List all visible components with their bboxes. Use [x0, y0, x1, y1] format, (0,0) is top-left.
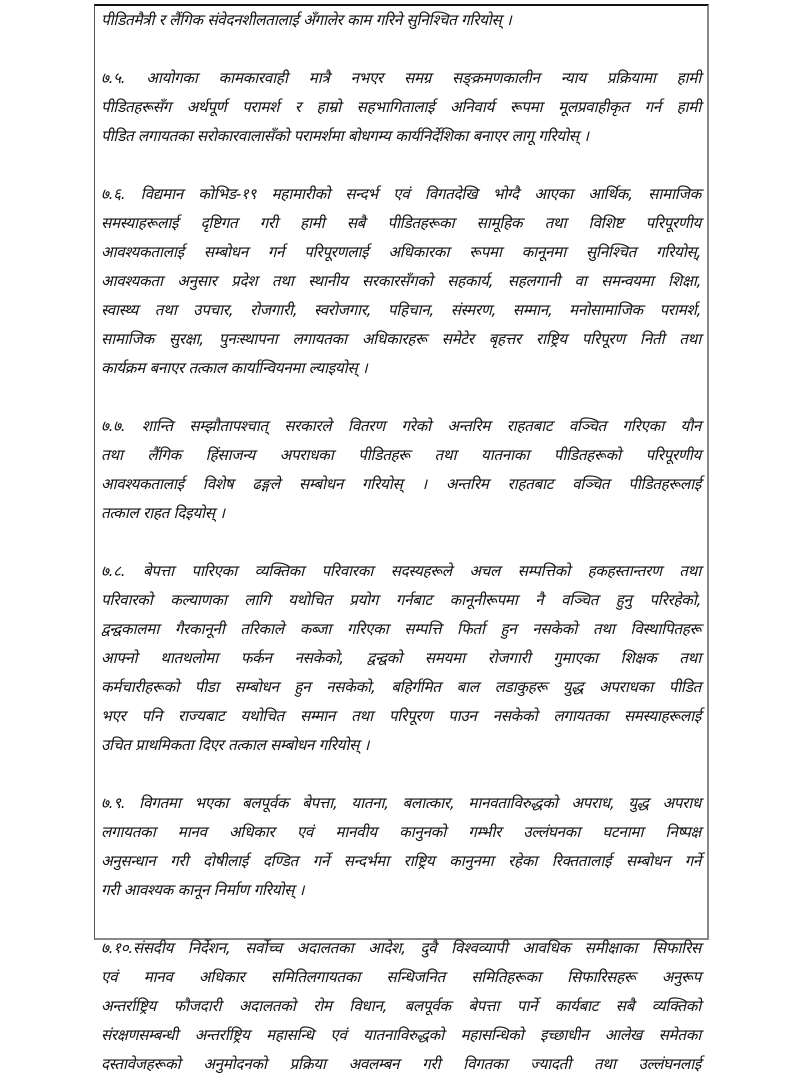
text-line: संरक्षणसम्बन्धी अन्तर्राष्ट्रिय महासन्धि एवं यातनाविरुद्धको महासन्धिको इच्छाधीन आलेख समेतका: [101, 1026, 701, 1044]
text-line: कर्मचारीहरूको पीडा सम्बोधन हुन नसकेको, बहिर्गमित बाल लडाकुहरू युद्ध अपराधका पीडित: [101, 678, 701, 696]
text-line: आवश्यकता अनुसार प्रदेश तथा स्थानीय सरकारसँगको सहकार्य, सहलगानी वा समन्वयमा शिक्षा,: [101, 272, 701, 290]
text-line: आफ्नो थातथलोमा फर्कन नसकेको, द्वन्द्वको समयमा रोजगारी गुमाएका शिक्षक तथा: [101, 649, 701, 667]
text-line: अनुसन्धान गरी दोषीलाई दण्डित गर्ने सन्दर्भमा राष्ट्रिय कानुनमा रहेका रिक्ततालाई सम्बोधन गर्ने: [101, 852, 701, 870]
paragraph-gap: [101, 383, 701, 412]
text-line: सामाजिक सुरक्षा, पुनःस्थापना लगायतका अधिकारहरू समेटेर बृहत्तर राष्ट्रिय परिपूरण निती तथा: [101, 330, 701, 348]
text-line: स्वास्थ्य तथा उपचार, रोजगारी, स्वरोजगार, पहिचान, संस्मरण, सम्मान, मनोसामाजिक परामर्श,: [101, 301, 701, 319]
paragraph-gap: [101, 528, 701, 557]
text-line: द्वन्द्वकालमा गैरकानूनी तरिकाले कब्जा गरिएका सम्पत्ति फिर्ता हुन नसकेको तथा विस्थापितहरू: [101, 620, 701, 638]
text-line: ७.१०.संसदीय निर्देशन, सर्वोच्च अदालतका आदेश, दुवै विश्वव्यापी आवधिक समीक्षाका सिफारिस: [101, 939, 701, 957]
text-line: ७.६. विद्यमान कोभिड-१९ महामारीको सन्दर्भ एवं विगतदेखि भोग्दै आएका आर्थिक, सामाजिक: [101, 185, 701, 203]
text-line: तथा लैंगिक हिंसाजन्य अपराधका पीडितहरू तथा यातनाका पीडितहरूको परिपूरणीय: [101, 446, 701, 464]
paragraph-gap: [101, 905, 701, 934]
text-line: आवश्यकतालाई सम्बोधन गर्न परिपूरणलाई अधिकारका रूपमा कानूनमा सुनिश्चित गरियोस्,: [101, 243, 701, 261]
text-line: तत्काल राहत दिइयोस् ।: [101, 504, 225, 522]
document-page: [94, 4, 709, 1073]
text-line: उचित प्राथमिकता दिएर तत्काल सम्बोधन गरियोस् ।: [101, 736, 370, 754]
text-line: दस्तावेजहरूको अनुमोदनको प्रक्रिया अवलम्बन गरी विगतका ज्यादती तथा उल्लंघनलाई: [101, 1055, 701, 1073]
text-line: ७.८. बेपत्ता पारिएका व्यक्तिका परिवारका सदस्यहरूले अचल सम्पत्तिको हकहस्तान्तरण तथा: [101, 562, 701, 580]
text-line: भएर पनि राज्यबाट यथोचित सम्मान तथा परिपूरण पाउन नसकेको लगायतका समस्याहरूलाई: [101, 707, 701, 725]
text-line: गरी आवश्यक कानून निर्माण गरियोस् ।: [101, 881, 305, 899]
text-line: पीडितहरूसँग अर्थपूर्ण परामर्श र हाम्रो सहभागितालाई अनिवार्य रूपमा मूलप्रवाहीकृत गर्न हामी: [101, 98, 701, 116]
text-line: ७.९. विगतमा भएका बलपूर्वक बेपत्ता, यातना, बलात्कार, मानवताविरुद्धको अपराध, युद्ध अपराध: [101, 794, 701, 812]
text-line: कार्यक्रम बनाएर तत्काल कार्यान्वियनमा ल्याइयोस् ।: [101, 359, 368, 377]
text-line: पीडित लगायतका सरोकारवालासँको परामर्शमा बोधगम्य कार्यनिर्देशिका बनाएर लागू गरियोस् ।: [101, 127, 589, 145]
text-line: पीडितमैत्री र लैंगिक संवेदनशीलतालाई अँगालेर काम गरिने सुनिश्चित गरियोस् ।: [101, 11, 512, 29]
text-line: ७.७. शान्ति सम्झौतापश्चात् सरकारले वितरण गरेको अन्तरिम राहतबाट वञ्चित गरिएका यौन: [101, 417, 701, 435]
text-line: आवश्यकतालाई विशेष ढङ्गले सम्बोधन गरियोस् । अन्तरिम राहतबाट वञ्चित पीडितहरूलाई: [101, 475, 701, 493]
paragraph-gap: [101, 35, 701, 64]
text-line: परिवारको कल्याणका लागि यथोचित प्रयोग गर्नबाट कानूनीरूपमा नै वञ्चित हुनु परिरहेको,: [101, 591, 701, 609]
text-line: लगायतका मानव अधिकार एवं मानवीय कानुनको गम्भीर उल्लंघनका घटनामा निष्पक्ष: [101, 823, 701, 841]
text-line: ७.५. आयोगका कामकारवाही मात्रै नभएर समग्र सङ्क्रमणकालीन न्याय प्रक्रियामा हामी: [101, 69, 701, 87]
text-line: एवं मानव अधिकार समितिलगायतका सन्धिजनित समितिहरूका सिफारिसहरू अनुरूप: [101, 968, 701, 986]
text-line: समस्याहरूलाई दृष्टिगत गरी हामी सबै पीडितहरूका सामूहिक तथा विशिष्ट परिपूरणीय: [101, 214, 701, 232]
document-content: [101, 6, 701, 1079]
paragraph-gap: [101, 760, 701, 789]
paragraph-gap: [101, 151, 701, 180]
text-line: अन्तर्राष्ट्रिय फौजदारी अदालतको रोम विधान, बलपूर्वक बेपत्ता पार्ने कार्यबाट सबै व्यक्तिको: [101, 997, 701, 1015]
